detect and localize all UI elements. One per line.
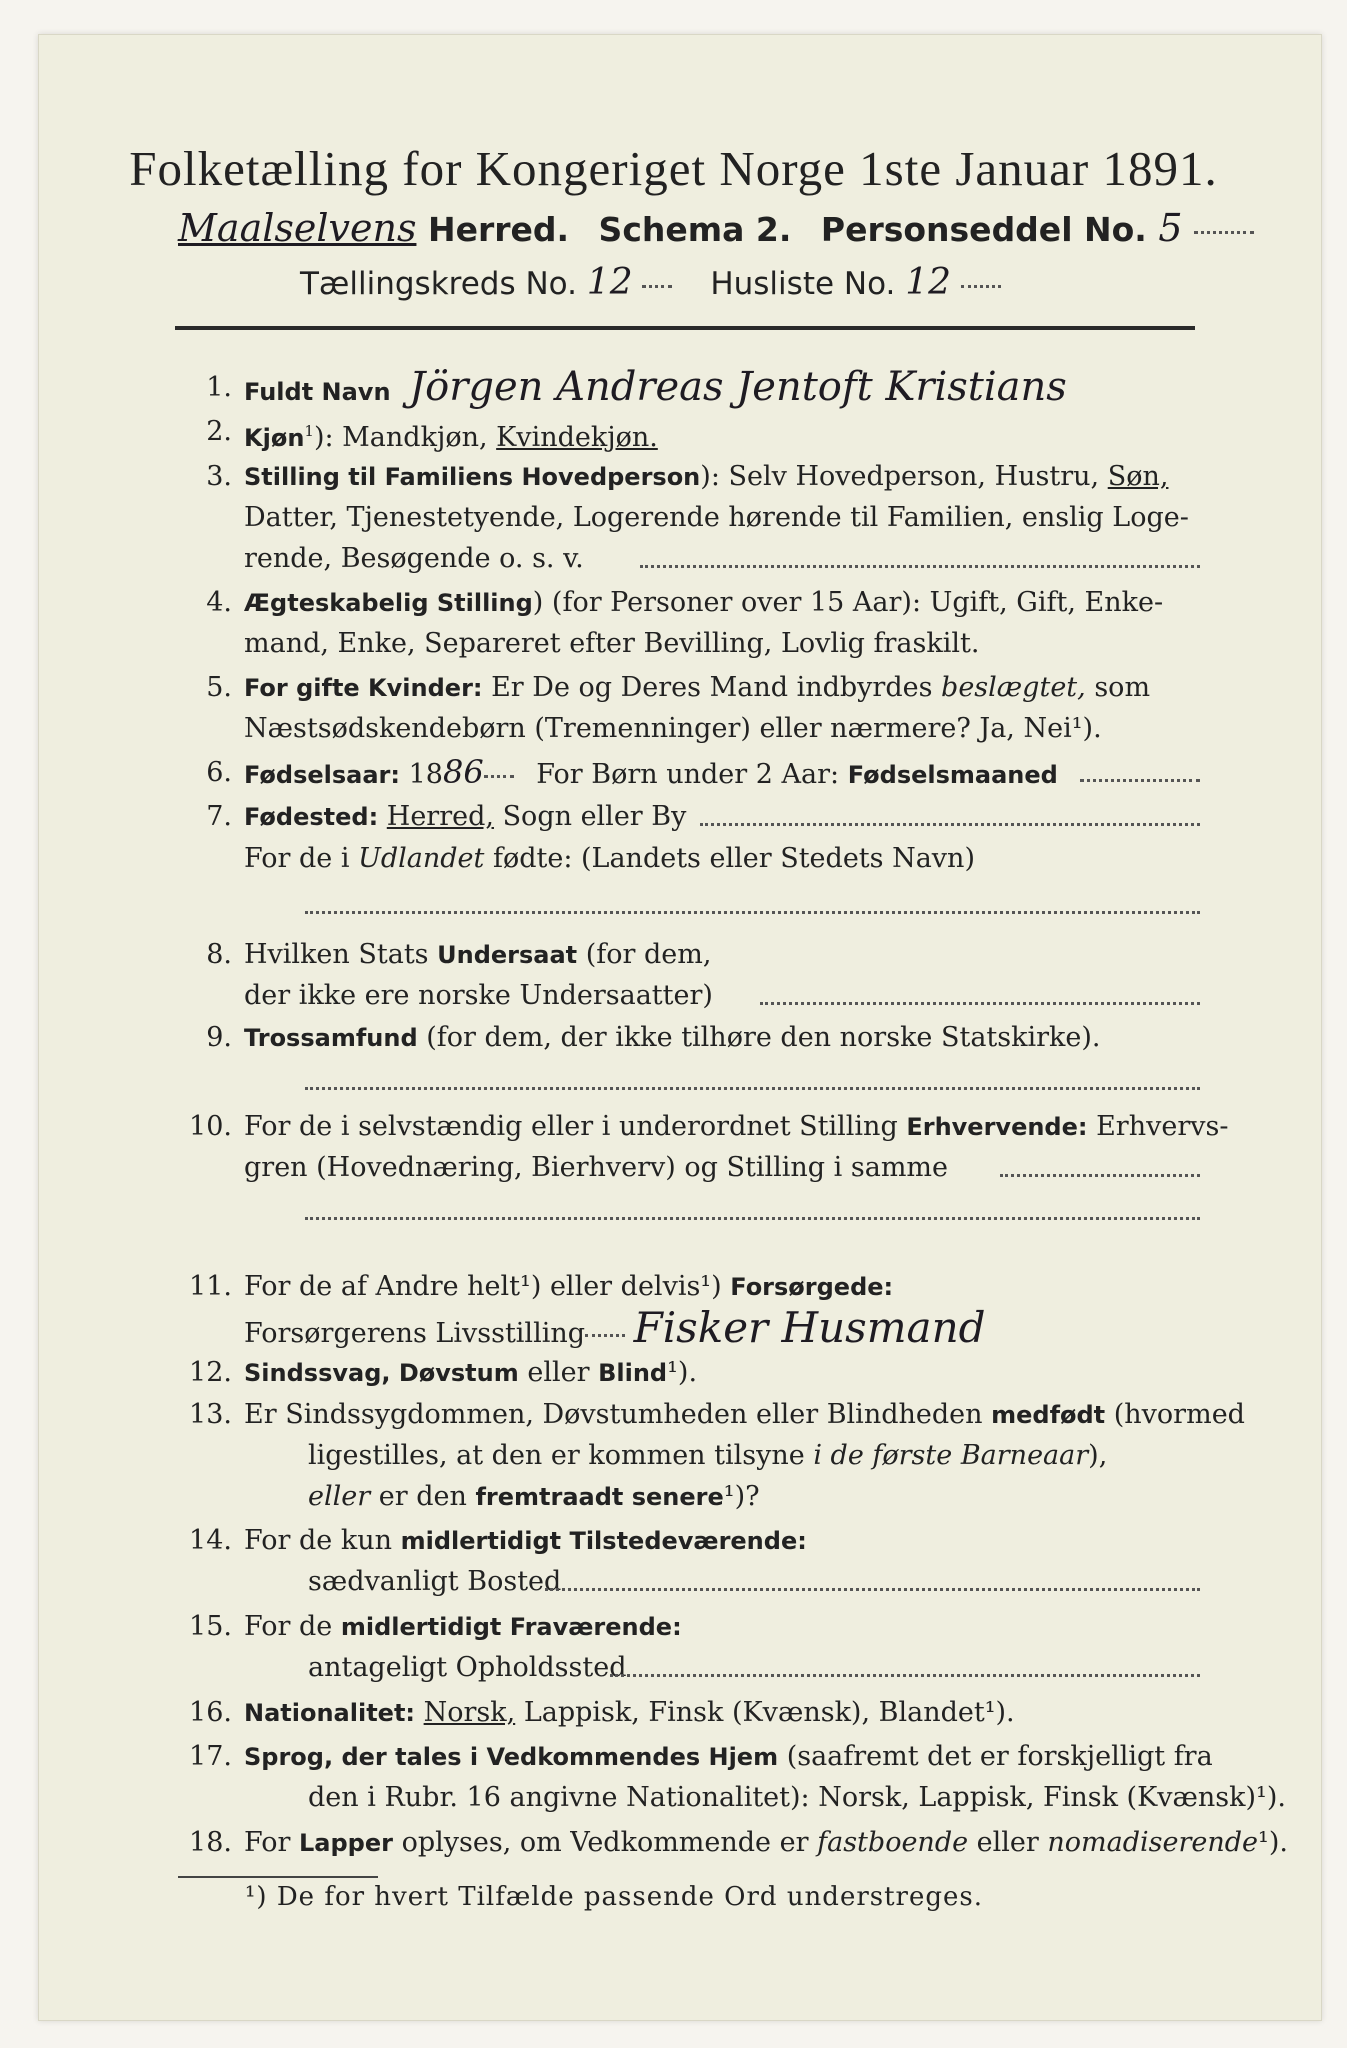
provider-occupation-value: Fisker Husmand <box>633 1303 986 1352</box>
header-line-kreds <box>300 262 1200 303</box>
herred-label: Herred. <box>427 210 570 249</box>
kreds-number: 12 <box>586 262 633 303</box>
position-selected-option: Søn, <box>1107 461 1169 492</box>
personseddel-label: Personseddel No. <box>820 210 1147 249</box>
footnote: ¹) De for hvert Tilfælde passende Ord understreges. <box>245 1882 984 1912</box>
husliste-label: Husliste No. <box>710 266 896 302</box>
header-line-herred <box>178 206 1208 250</box>
schema-label: Schema 2. <box>598 210 792 249</box>
name-label: Fuldt Navn <box>244 378 391 406</box>
form-title: Folketælling for Kongeriget Norge 1ste Januar 1891. <box>129 141 1218 196</box>
sex-selected-option: Kvindekjøn. <box>496 422 658 453</box>
birthyear-value: 86 <box>442 753 484 791</box>
herred-name: Maalselvens <box>178 206 417 250</box>
footnote-rule <box>178 1876 378 1878</box>
header-rule <box>175 326 1195 330</box>
name-value: Jörgen Andreas Jentoft Kristians <box>409 364 1067 410</box>
nationality-selected-option: Norsk, <box>423 1697 516 1728</box>
personseddel-number: 5 <box>1158 206 1183 250</box>
kreds-label: Tællingskreds No. <box>300 266 577 302</box>
birthplace-selected-option: Herred, <box>386 801 494 832</box>
husliste-number: 12 <box>905 262 952 303</box>
